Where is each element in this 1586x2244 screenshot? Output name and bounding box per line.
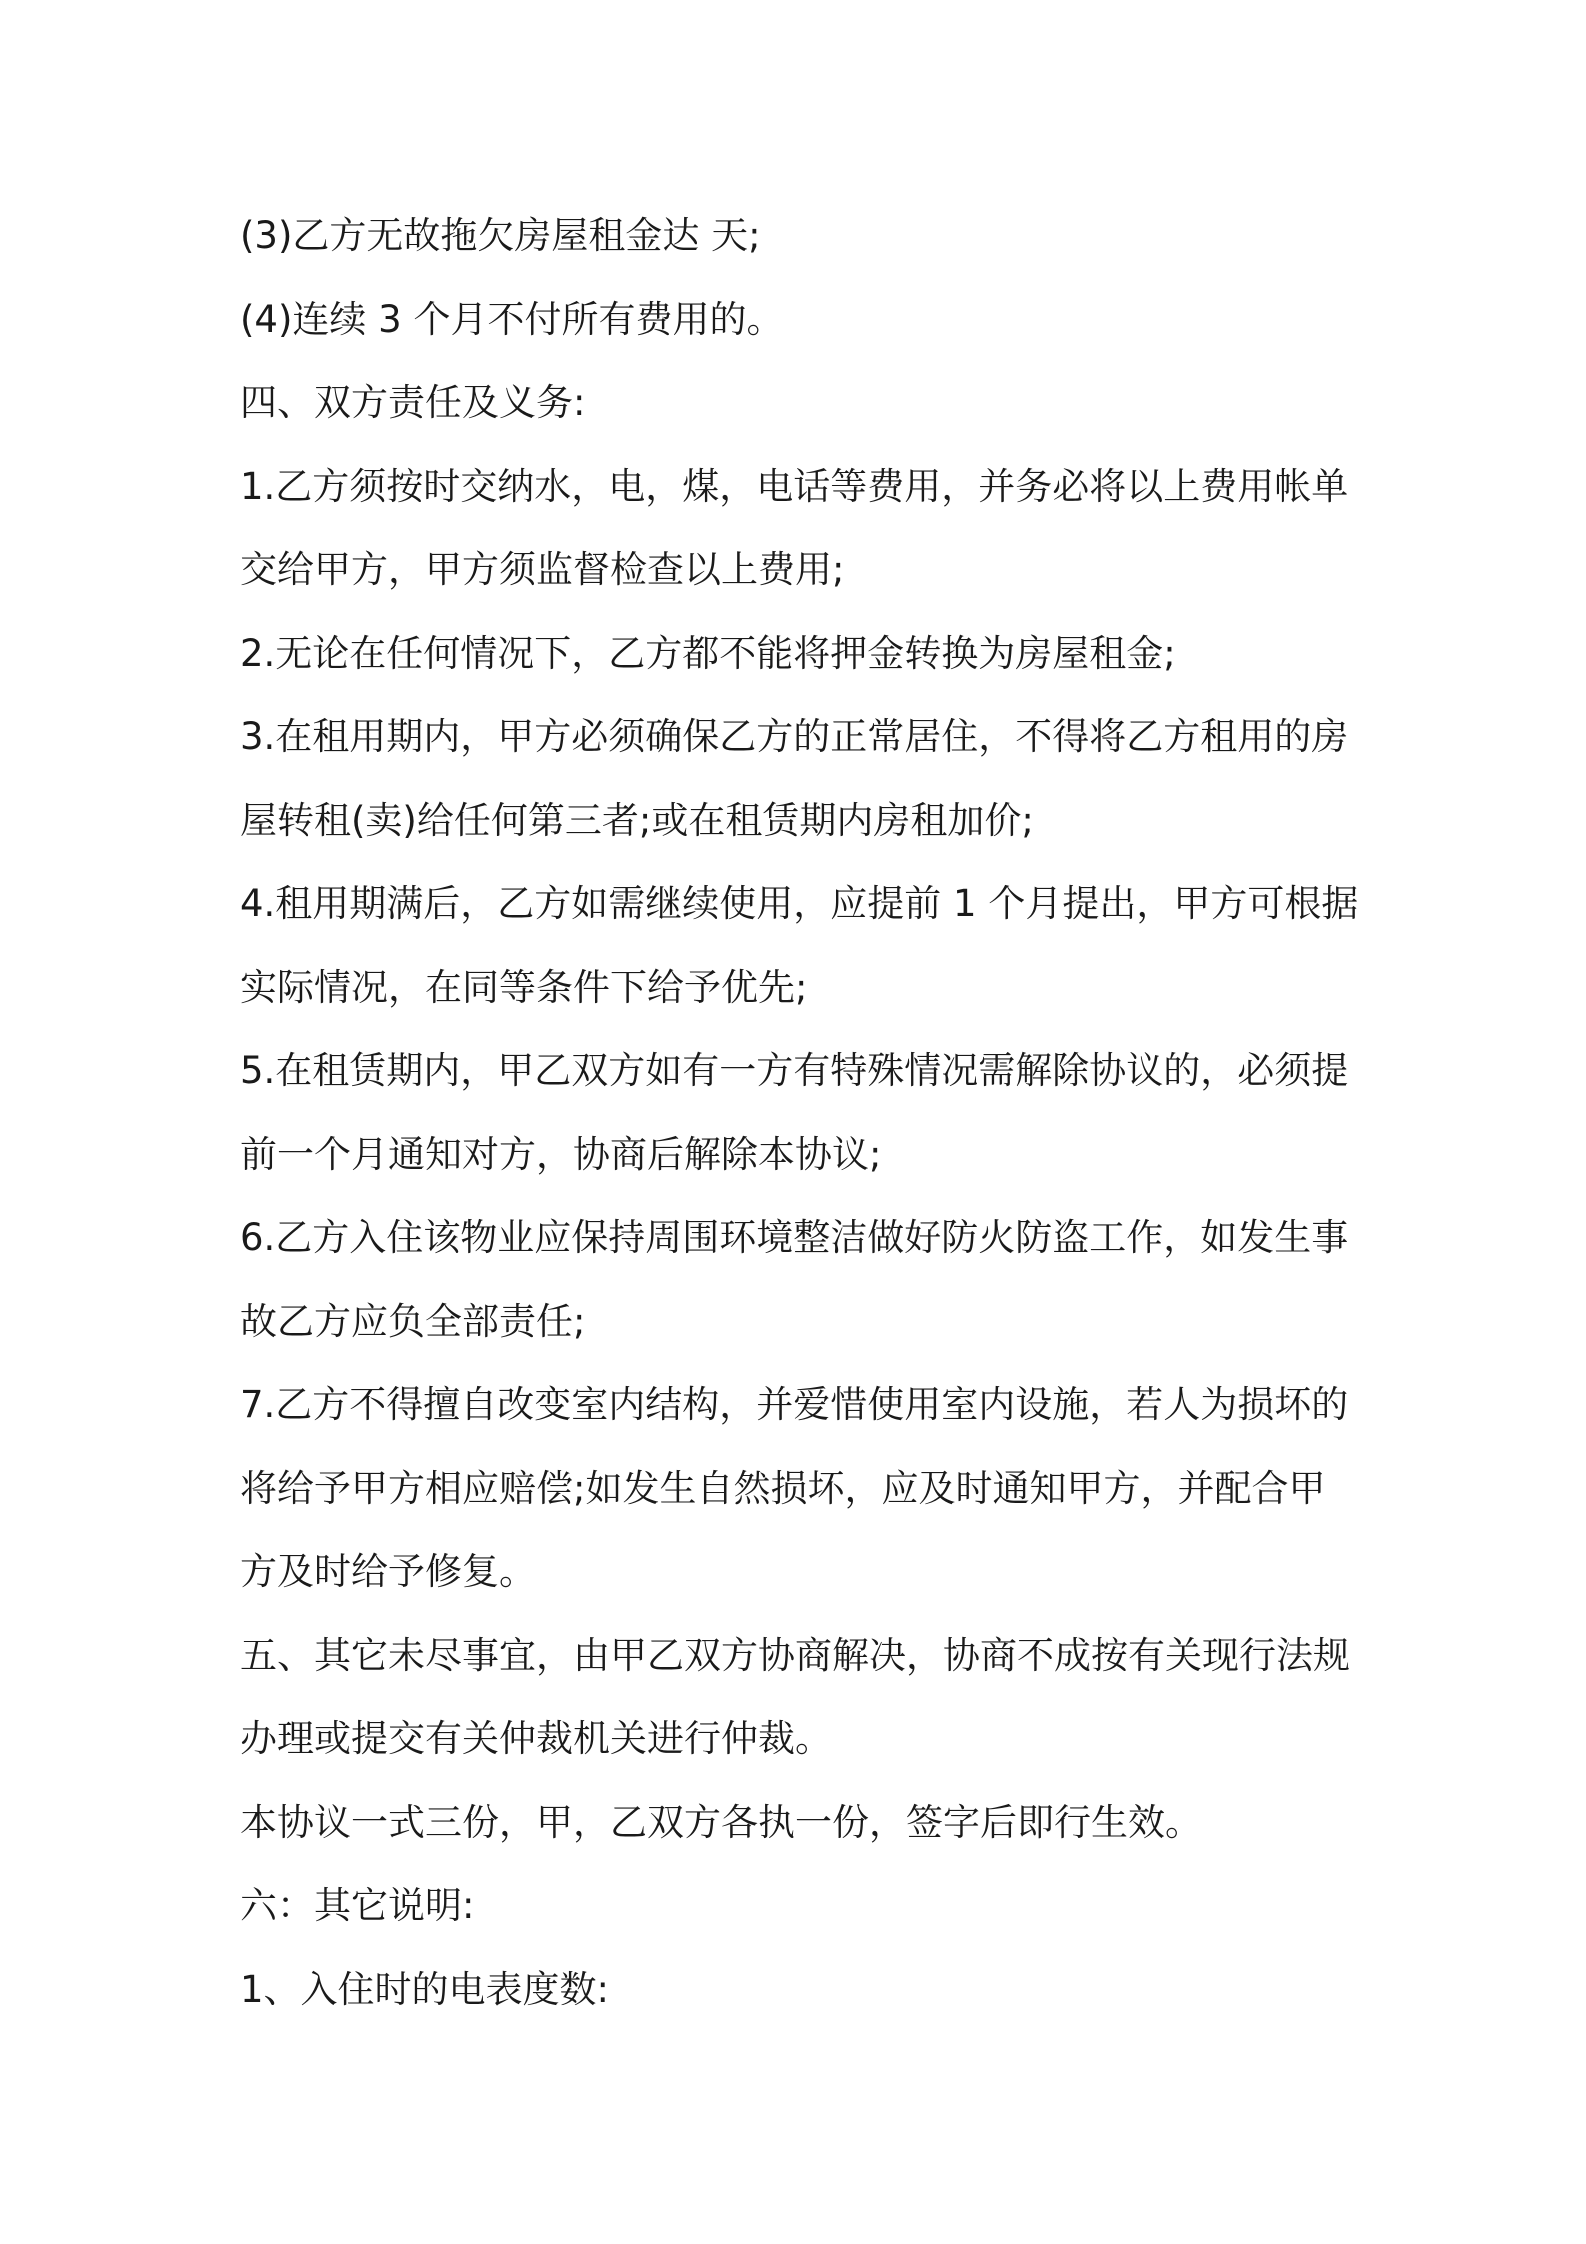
text-line: 实际情况，在同等条件下给予优先; xyxy=(240,965,808,1009)
text-line: 6.乙方入住该物业应保持周围环境整洁做好防火防盗工作，如发生事 xyxy=(240,1216,1349,1259)
text-line: 3.在租用期内，甲方必须确保乙方的正常居住，不得将乙方租用的房 xyxy=(240,715,1349,758)
text-line: 屋转租(卖)给任何第三者;或在租赁期内房租加价; xyxy=(240,798,1034,842)
text-line: 4.租用期满后，乙方如需继续使用，应提前 1 个月提出，甲方可根据 xyxy=(240,882,1359,925)
text-line: (3)乙方无故拖欠房屋租金达 天; xyxy=(240,214,761,257)
text-line: 方及时给予修复。 xyxy=(240,1550,536,1593)
text-line: 1、入住时的电表度数: xyxy=(240,1967,610,2011)
text-line: 本协议一式三份，甲，乙双方各执一份，签字后即行生效。 xyxy=(240,1800,1202,1844)
text-line: 将给予甲方相应赔偿;如发生自然损坏，应及时通知甲方，并配合甲 xyxy=(240,1466,1326,1510)
text-line: 前一个月通知对方，协商后解除本协议; xyxy=(240,1132,882,1176)
text-line: 1.乙方须按时交纳水，电，煤，电话等费用，并务必将以上费用帐单 xyxy=(240,464,1349,508)
text-line: (4)连续 3 个月不付所有费用的。 xyxy=(240,297,784,341)
section-heading: 五、其它未尽事宜，由甲乙双方协商解决，协商不成按有关现行法规 xyxy=(240,1633,1350,1677)
text-line: 故乙方应负全部责任; xyxy=(240,1299,586,1343)
text-line: 5.在租赁期内，甲乙双方如有一方有特殊情况需解除协议的，必须提 xyxy=(240,1049,1349,1092)
section-heading: 四、双方责任及义务: xyxy=(240,381,586,424)
document-body xyxy=(240,194,1360,2031)
text-line: 办理或提交有关仲裁机关进行仲裁。 xyxy=(240,1717,832,1760)
text-line: 2.无论在任何情况下，乙方都不能将押金转换为房屋租金; xyxy=(240,631,1176,675)
text-line: 7.乙方不得擅自改变室内结构，并爱惜使用室内设施，若人为损坏的 xyxy=(240,1383,1349,1426)
section-heading: 六：其它说明: xyxy=(240,1884,475,1927)
text-line: 交给甲方，甲方须监督检查以上费用; xyxy=(240,548,845,591)
